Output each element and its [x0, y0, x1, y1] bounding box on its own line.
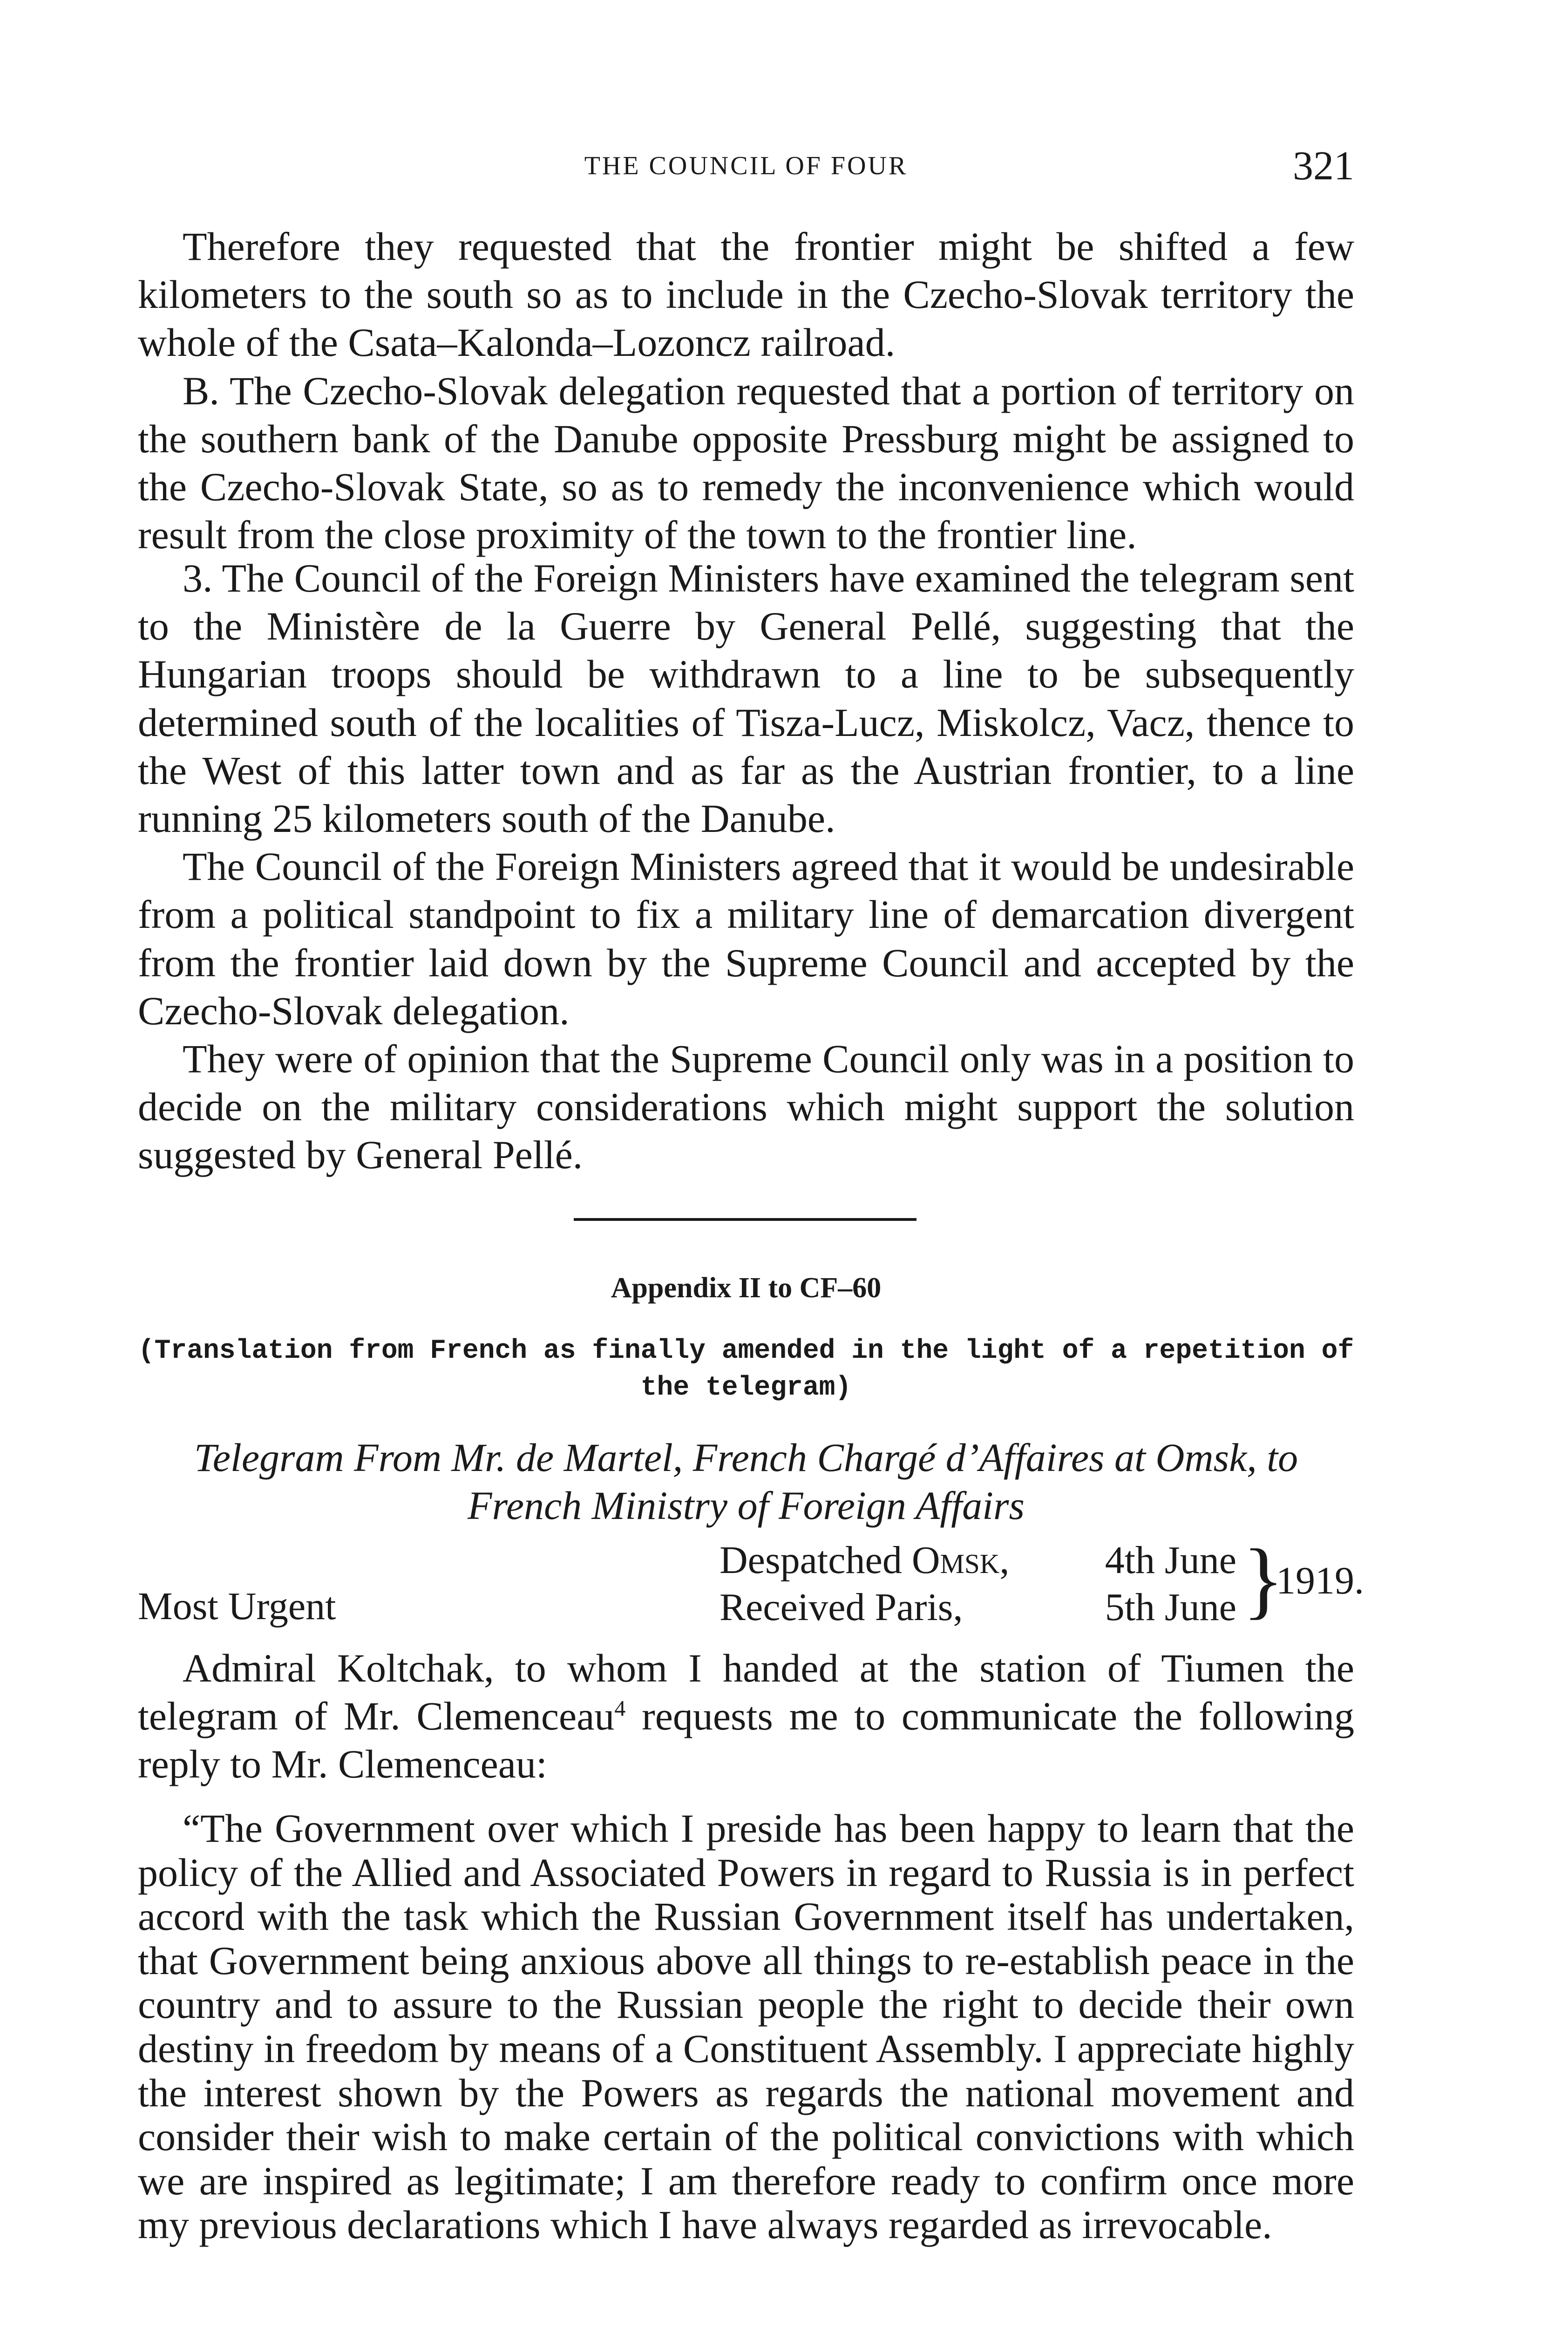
paragraph: Admiral Koltchak, to whom I handed at the station of Tiumen the telegram of Mr. Clemenceau$^4$ requests me to communicate the following reply to Mr. Clemenceau: — [138, 1646, 1354, 1787]
despatched-label: Despatched Omsk, — [720, 1539, 1010, 1582]
paragraph: The Council of the Foreign Ministers agreed that it would be undesirable from a political standpoint to fix a military line of demarcation divergent from the frontier laid down by the Supreme Council and accepted by the Czecho-Slovak delegation. — [138, 844, 1354, 1033]
received-row — [720, 1584, 1236, 1631]
paragraph: B. The Czecho-Slovak delegation requested that a portion of territory on the southern bank of the Danube opposite Pressburg might be assigned to the Czecho-Slovak State, so as to remedy the inconvenience which would result from the close proximity of the town to the frontier line. — [138, 368, 1354, 558]
paragraph: “The Government over which I preside has been happy to learn that the policy of the Allied and Associated Powers in regard to Russia is in perfect accord with the task which the Russian Government itself has undertaken, that Government being anxious above all things to re-establish peace in the country and to assure to the Russian people the right to decide their own destiny in freedom by means of a Constituent Assembly. I appreciate highly the interest shown by the Powers as regards the national movement and consider their wish to make certain of the political convictions with which we are inspired as legitimate; I am therefore ready to confirm once more my previous declarations which I have always regarded as irrevocable. — [138, 1806, 1354, 2247]
top-paragraphs — [138, 223, 1354, 559]
paragraph: Therefore they requested that the frontier might be shifted a few kilometers to the south so as to include in the Czecho-Slovak territory the whole of the Csata–Kalonda–Lozoncz railroad. — [138, 224, 1354, 365]
brace-icon: } — [1242, 1532, 1284, 1628]
page-number: 321 — [1293, 143, 1354, 189]
telegram-title: Telegram From Mr. de Martel, French Chargé d’Affaires at Omsk, to French Ministry of Foreign Affairs — [194, 1435, 1298, 1528]
received-label: Received Paris, — [720, 1586, 963, 1629]
paragraph: They were of opinion that the Supreme Council only was in a position to decide on the military considerations which might support the solution suggested by General Pellé. — [138, 1036, 1354, 1178]
section-divider — [574, 1218, 916, 1221]
received-date: 5th June — [1105, 1586, 1236, 1629]
middle-paragraphs — [138, 554, 1354, 1179]
year: 1919. — [1276, 1559, 1364, 1602]
footnote-ref: 4 — [614, 1696, 626, 1721]
despatched-place: Omsk, — [911, 1539, 1010, 1582]
despatched-date: 4th June — [1105, 1539, 1236, 1582]
reply-paragraph — [138, 1644, 1354, 1789]
urgency-label: Most Urgent — [138, 1585, 336, 1628]
appendix-heading: Appendix II to CF–60 — [611, 1272, 882, 1304]
running-title: THE COUNCIL OF FOUR — [584, 151, 908, 180]
running-head — [138, 143, 1354, 190]
translation-note: (Translation from French as finally amended in the light of a repetition of the telegram) — [138, 1336, 1354, 1403]
despatched-row — [720, 1537, 1236, 1584]
paragraph: 3. The Council of the Foreign Ministers have examined the telegram sent to the Ministère de la Guerre by General Pellé, suggesting that the Hungarian troops should be withdrawn to a line to be subsequently determined south of the localities of Tisza-Lucz, Miskolcz, Vacz, thence to the West of this latter town and as far as the Austrian frontier, to a line running 25 kilometers south of the Danube. — [138, 556, 1354, 841]
dispatch-dates — [720, 1537, 1236, 1631]
quoted-reply — [138, 1806, 1354, 2247]
